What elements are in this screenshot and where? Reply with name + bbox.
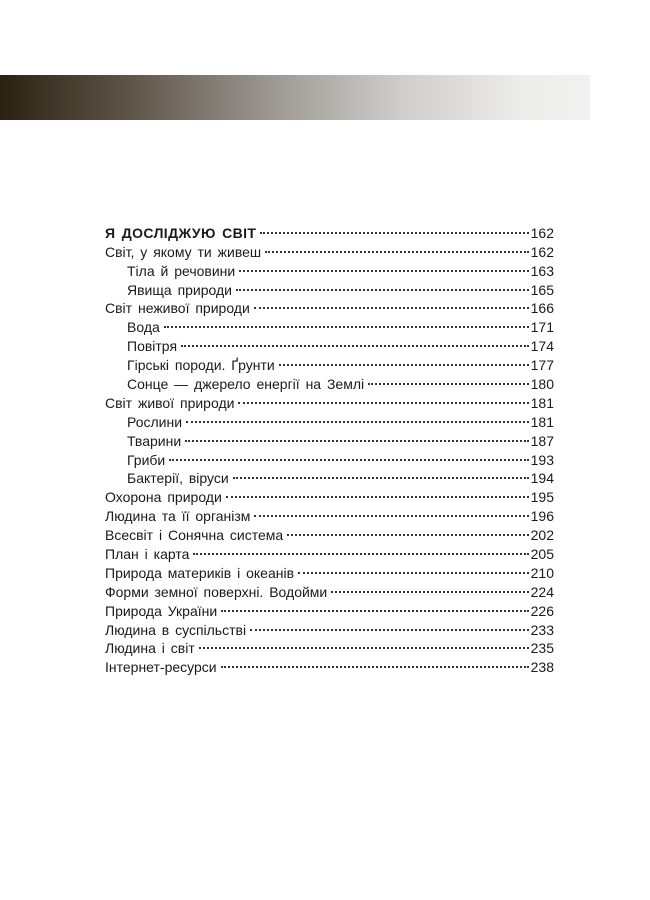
toc-dot-leader	[254, 295, 529, 314]
toc-entry[interactable]	[105, 446, 554, 468]
toc-entry[interactable]	[105, 219, 554, 241]
table-of-contents	[105, 219, 554, 676]
toc-entry-page: 235	[530, 640, 554, 657]
toc-dot-leader	[238, 389, 528, 408]
toc-entry[interactable]	[105, 332, 554, 355]
toc-dot-leader	[221, 597, 528, 616]
toc-entry-title: Бактерії, віруси	[127, 470, 229, 487]
toc-dot-leader	[199, 635, 529, 654]
toc-entry-page: 187	[530, 432, 554, 449]
toc-entry-title: Явища природи	[127, 281, 233, 298]
toc-entry-title: Природа материків і океанів	[105, 564, 295, 581]
toc-entry-title: Гірські породи. Ґрунти	[127, 357, 275, 374]
toc-entry-title: Рослини	[127, 413, 183, 430]
toc-entry-title: Інтернет-ресурси	[105, 659, 217, 676]
toc-dot-leader	[186, 408, 529, 427]
toc-entry-title: Тварини	[127, 432, 182, 449]
toc-entry-title: Тіла й речовини	[127, 262, 236, 279]
toc-entry-title: Людина і світ	[105, 640, 195, 657]
toc-dot-leader	[250, 616, 529, 635]
toc-dot-leader	[298, 559, 529, 578]
toc-dot-leader	[287, 521, 528, 540]
toc-entry-page: 162	[530, 224, 554, 241]
toc-entry-page: 163	[530, 262, 554, 279]
toc-entry-page: 166	[530, 300, 554, 317]
toc-dot-leader	[221, 653, 529, 672]
toc-dot-leader	[233, 465, 529, 484]
toc-entry-page: 226	[530, 602, 554, 619]
toc-entry-page: 238	[530, 659, 554, 676]
toc-entry[interactable]	[105, 313, 554, 336]
toc-entry-page: 233	[530, 621, 554, 638]
toc-entry-page: 174	[530, 338, 554, 355]
toc-dot-leader	[331, 578, 528, 597]
toc-entry-page: 224	[530, 583, 554, 600]
toc-entry-page: 194	[530, 470, 554, 487]
toc-entry-title: Охорона природи	[105, 489, 222, 506]
toc-entry-title: Вода	[127, 319, 160, 336]
toc-dot-leader	[279, 351, 529, 370]
toc-entry-title: Світ, у якому ти живеш	[105, 243, 262, 260]
toc-dot-leader	[193, 540, 528, 559]
toc-entry-page: 181	[530, 394, 554, 411]
toc-entry-title: Форми земної поверхні. Водойми	[105, 583, 328, 600]
toc-entry-title: Сонце — джерело енергії на Землі	[127, 376, 365, 393]
toc-entry-page: 177	[530, 357, 554, 374]
toc-entry-title: Природа України	[105, 602, 218, 619]
toc-dot-leader	[181, 332, 529, 351]
toc-entry-page: 181	[530, 413, 554, 430]
toc-entry-title: Гриби	[127, 451, 166, 468]
toc-dot-leader	[169, 446, 528, 465]
toc-entry-page: 202	[530, 527, 554, 544]
toc-dot-leader	[236, 276, 529, 295]
toc-dot-leader	[239, 257, 528, 276]
header-band	[0, 75, 590, 120]
toc-entry-page: 210	[530, 564, 554, 581]
toc-entry-title: План і карта	[105, 546, 190, 563]
toc-entry-title: Світ живої природи	[105, 394, 235, 411]
toc-dot-leader	[260, 219, 528, 238]
toc-dot-leader	[265, 238, 529, 257]
toc-entry-title: Всесвіт і Сонячна система	[105, 527, 284, 544]
toc-entry-page: 165	[530, 281, 554, 298]
toc-dot-leader	[185, 427, 528, 446]
toc-entry-title: Людина та її організм	[105, 508, 251, 525]
toc-entry-page: 162	[530, 243, 554, 260]
toc-entry-title: Повітря	[127, 338, 178, 355]
toc-dot-leader	[164, 313, 529, 332]
toc-entry-title: Світ неживої природи	[105, 300, 250, 317]
toc-entry-page: 193	[530, 451, 554, 468]
toc-entry-page: 196	[530, 508, 554, 525]
toc-entry-page: 205	[530, 546, 554, 563]
toc-entry-title: Я ДОСЛІДЖУЮ СВІТ	[105, 224, 257, 241]
toc-entry-page: 180	[530, 376, 554, 393]
toc-entry-title: Людина в суспільстві	[105, 621, 247, 638]
toc-dot-leader	[226, 483, 529, 502]
toc-entry-page: 171	[530, 319, 554, 336]
toc-dot-leader	[368, 370, 529, 389]
toc-entry-page: 195	[530, 489, 554, 506]
toc-dot-leader	[254, 502, 528, 521]
toc-entry[interactable]	[105, 465, 554, 487]
